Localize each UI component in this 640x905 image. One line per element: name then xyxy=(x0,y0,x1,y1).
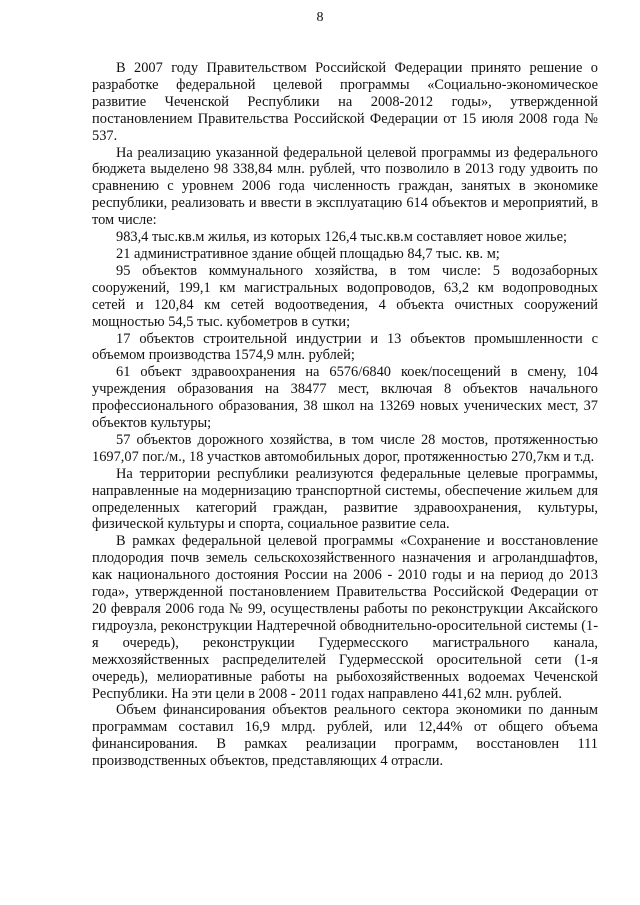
paragraph-health-education: 61 объект здравоохранения на 6576/6840 коек/посещений в смену, 104 учреждения образования на 38477 мест, включая 8 объектов начального профессионального образования, 38 школ на 13269 новых ученических мест, 37 объектов культуры; xyxy=(92,364,598,432)
paragraph-utilities: 95 объектов коммунального хозяйства, в том числе: 5 водозаборных сооружений, 199,1 км магистральных водопроводов, 63,2 км водопроводных сетей и 120,84 км сетей водоотведения, 4 объекта очистных сооружений мощностью 54,5 тыс. кубометров в сутки; xyxy=(92,262,598,330)
paragraph-funding-results: На реализацию указанной федеральной целевой программы из федерального бюджета выделено 98 338,84 млн. рублей, что позволило в 2013 году удвоить по сравнению с уровнем 2006 года численность граждан, занятых в экономике республики, реализовать и ввести в эксплуатацию 614 объектов и мероприятий, в том числе: xyxy=(92,144,598,229)
paragraph-housing: 983,4 тыс.кв.м жилья, из которых 126,4 тыс.кв.м составляет новое жилье; xyxy=(116,229,567,246)
paragraph-soil-program: В рамках федеральной целевой программы «Сохранение и восстановление плодородия почв земель сельскохозяйственного назначения и агроландшафтов, как национального достояния России на 2006 - 2010 годы и на период до 2013 года», утвержденной постановлением Правительства Российской Федерации от 20 февраля 2006 года № 99, осуществлены работы по реконструкции Аксайского гидроузла, реконструкции Надтеречной обводнительно-оросительной системы (1-я очередь), реконструкции Гудермесского магистрального канала, межхозяйственных распределителей Гудермесской оросительной сети (1-я очередь), мелиоративные работы на рыбохозяйственных водоемах Чеченской Республики. На эти цели в 2008 - 2011 годах направлено 441,62 млн. рублей. xyxy=(92,533,598,702)
document-body xyxy=(92,60,598,770)
paragraph-admin-buildings: 21 административное здание общей площадью 84,7 тыс. кв. м; xyxy=(116,245,500,262)
page-number: 8 xyxy=(316,10,324,25)
paragraph-financing-volume: Объем финансирования объектов реального сектора экономики по данным программам составил 16,9 млрд. рублей, или 12,44% от общего объема финансирования. В рамках реализации программ, восстановлен 111 производственных объектов, представляющих 4 отрасли. xyxy=(92,702,598,770)
paragraph-roads: 57 объектов дорожного хозяйства, в том числе 28 мостов, протяженностью 1697,07 пог./м., 18 участков автомобильных дорог, протяженностью 270,7км и т.д. xyxy=(92,431,598,465)
paragraph-industry: 17 объектов строительной индустрии и 13 объектов промышленности с объемом производства 1574,9 млн. рублей; xyxy=(92,330,598,364)
paragraph-fcp-decision: В 2007 году Правительством Российской Федерации принято решение о разработке федеральной целевой программы «Социально-экономическое развитие Чеченской Республики на 2008-2012 годы», утвержденной постановлением Правительства Российской Федерации от 15 июля 2008 года № 537. xyxy=(92,60,598,144)
paragraph-federal-programs: На территории республики реализуются федеральные целевые программы, направленные на модернизацию транспортной системы, обеспечение жильем для определенных категорий граждан, развитие здравоохранения, культуры, физической культуры и спорта, социальное развитие села. xyxy=(92,465,598,533)
